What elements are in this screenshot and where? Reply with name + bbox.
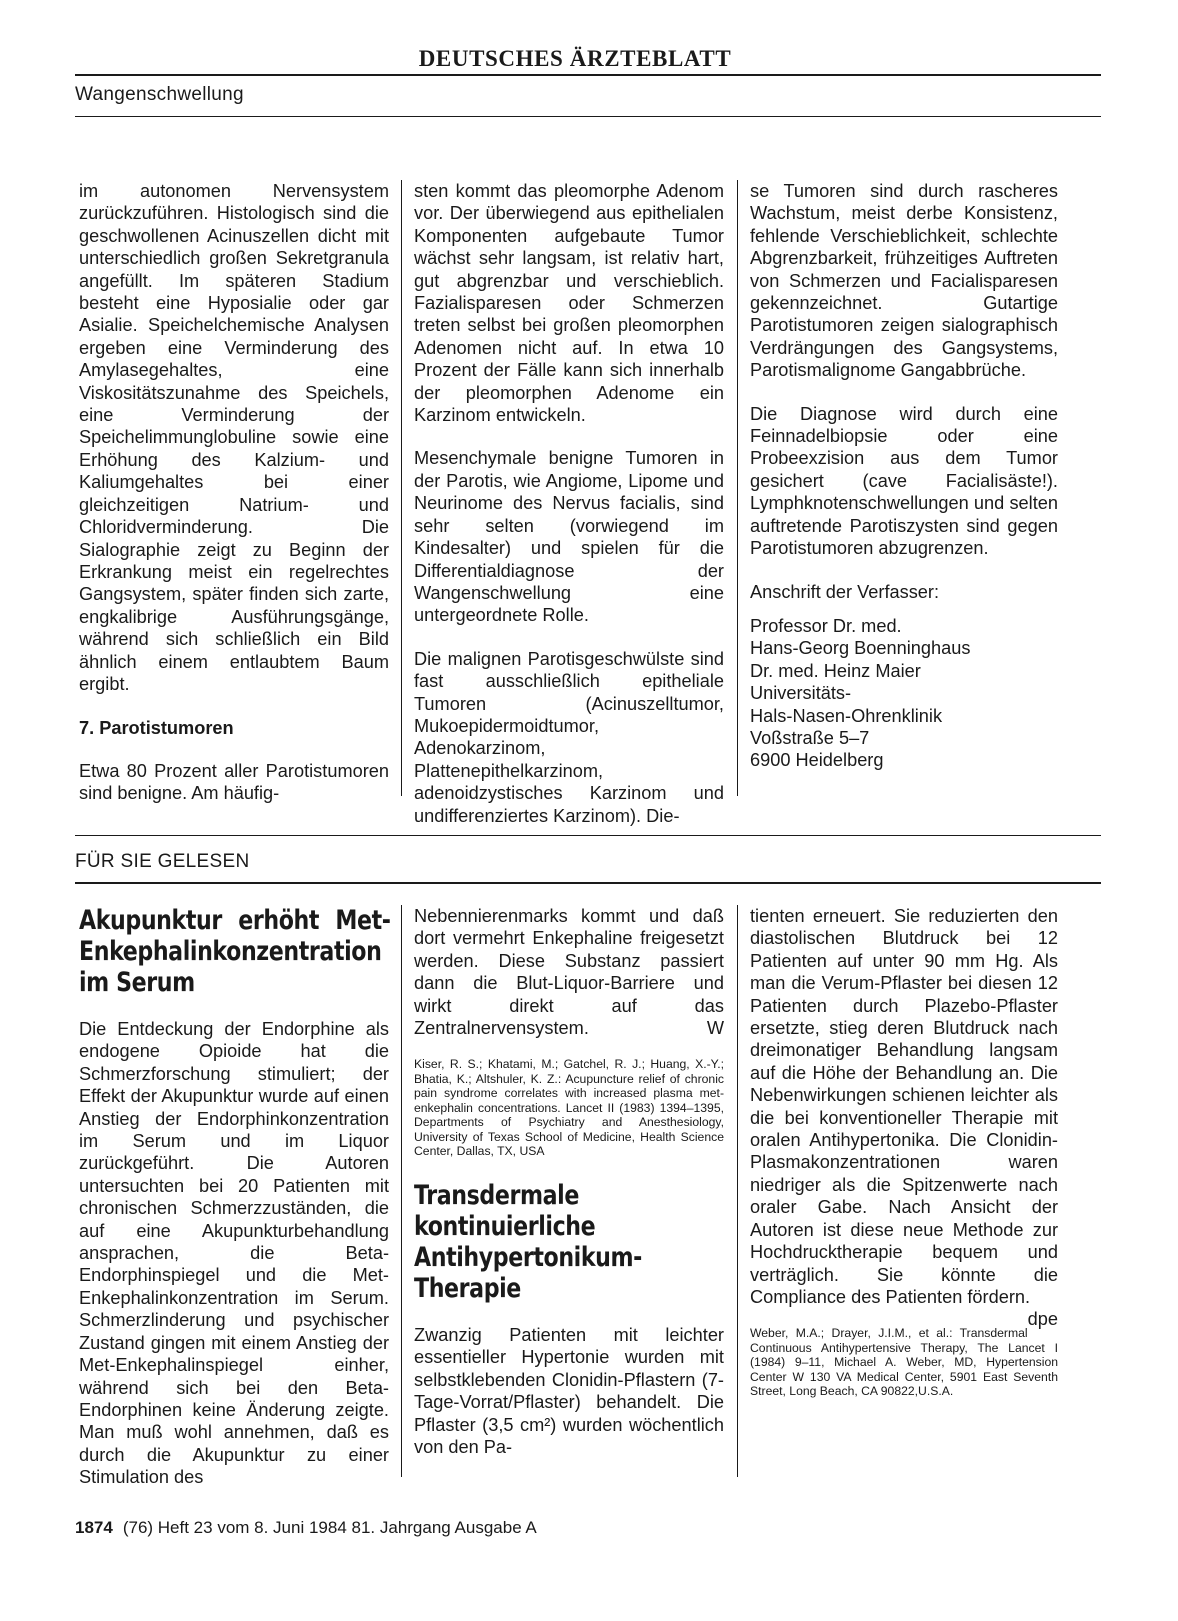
address-label: Anschrift der Verfasser:: [750, 581, 940, 602]
address-line: Hals-Nasen-Ohrenklinik: [750, 705, 943, 726]
masthead: DEUTSCHES ÄRZTEBLATT: [418, 46, 732, 71]
column-divider: [737, 180, 738, 796]
address-line: 6900 Heidelberg: [750, 750, 884, 771]
section-label-top: Wangenschwellung: [75, 84, 244, 105]
article1-col1-paragraph: im autonomen Nervensystem zurückzuführen. Histologisch sind die geschwollenen Acinuszellen dicht mit unterschiedlich großen Sekretgranula angefüllt. Im späteren Stadium besteht eine Hyposialie oder gar Asialie. Speichelchemische Analysen ergeben eine Verminderung des Amylasegehaltes, eine Viskositätszunahme des Speichels, eine Verminderung der Speichelimmunglobuline sowie eine Erhöhung des Kalzium- und Kaliumgehaltes bei einer gleichzeitigen Natrium- und Chloridverminderung. Die Sialographie zeigt zu Beginn der Erkrankung meist ein regelrechtes Gangsystem, später finden sich zarte, engkalibrige Ausführungsgänge, während sich schließlich ein Bild ähnlich einem entlaubtem Baum ergibt.: [79, 181, 389, 694]
article1-column-1: [79, 180, 389, 826]
article3-headline: Transdermale kontinuierliche Antihypertonikum-Therapie: [414, 1179, 642, 1304]
address-block: [750, 615, 1058, 772]
column-divider: [401, 180, 402, 796]
section-label-bottom: FÜR SIE GELESEN: [75, 851, 250, 872]
page-number: 1874: [75, 1518, 113, 1537]
article2-reference: Kiser, R. S.; Khatami, M.; Gatchel, R. J.; Huang, X.-Y.; Bhatia, K.; Altshuler, K. Z.: Acupuncture relief of chronic pain syndrome correlates with increased plasma met-enkephalin concentrations. Lancet II (1983) 1394–1395, Departments of Psychiatry and Anesthesiology, University of Texas School of Medicine, Health Science Center, Dallas, TX, USA: [414, 1057, 724, 1159]
article2-col2-paragraph: [414, 905, 724, 1039]
article2-signature: W: [706, 1018, 724, 1039]
article1-col1-paragraph: Etwa 80 Prozent aller Parotistumoren sind benigne. Am häufig-: [79, 760, 389, 804]
column-divider: [401, 905, 402, 1477]
column-divider: [737, 905, 738, 1477]
article3-column-3: [750, 905, 1058, 1420]
article2-headline: Akupunktur erhöht Met-Enkephalinkonzentration im Serum: [79, 905, 391, 998]
article3-reference: Weber, M.A.; Drayer, J.I.M., et al.: Transdermal Continuous Antihypertensive Therapy, The Lancet I (1984) 9–11, Michael A. Weber, MD, Hypertension Center W 130 VA Medical Center, 5901 East Seventh Street, Long Beach, CA 90822,U.S.A.: [750, 1326, 1058, 1399]
article1-col2-paragraph: sten kommt das pleomorphe Adenom vor. Der überwiegend aus epithelialen Komponenten aufgebaute Tumor wächst sehr langsam, ist relativ hart, gut abgrenzbar und verschieblich. Fazialisparesen oder Schmerzen treten selbst bei großen pleomorphen Adenomen nicht auf. In etwa 10 Prozent der Fälle kann sich innerhalb der pleomorphen Adenome ein Karzinom entwickeln.: [414, 181, 724, 426]
article1-subheading: 7. Parotistumoren: [79, 718, 234, 739]
page-footer: [75, 1518, 537, 1538]
article2-column-1: [79, 905, 389, 1510]
article1-col3-paragraph: se Tumoren sind durch rascheres Wachstum, meist derbe Konsistenz, fehlende Verschieblichkeit, schlechte Abgrenzbarkeit, frühzeitiges Auftreten von Schmerzen und Facialisparesen gekennzeichnet. Gutartige Parotistumoren zeigen sialographisch Verdrängungen des Gangsystems, Parotismalignome Gangabbrüche.: [750, 181, 1058, 381]
section-rule-bottom: [75, 835, 1101, 836]
section-rule-top: [75, 116, 1101, 117]
issue-info: (76) Heft 23 vom 8. Juni 1984 81. Jahrgang Ausgabe A: [122, 1518, 537, 1537]
article1-col2-paragraph: Mesenchymale benigne Tumoren in der Parotis, wie Angiome, Lipome und Neurinome des Nervus facialis, sind sehr selten (vorwiegend im Kindesalter) und spielen für die Differentialdiagnose der Wangenschwellung eine untergeordnete Rolle.: [414, 448, 724, 626]
address-line: Voßstraße 5–7: [750, 727, 870, 748]
article1-col3-paragraph: Die Diagnose wird durch eine Feinnadelbiopsie oder eine Probeexzision aus dem Tumor gesichert (cave Facialisäste!). Lymphknotenschwellungen und selten auftretende Parotiszysten sind gegen Parotistumoren abzugrenzen.: [750, 403, 1058, 559]
masthead-rule: [75, 74, 1101, 76]
article2-col2-text: Nebennierenmarks kommt und daß dort vermehrt Enkephaline freigesetzt werden. Diese Substanz passiert dann die Blut-Liquor-Barriere und wirkt direkt auf das Zentralnervensystem.: [414, 906, 724, 1039]
article3-signature: dpe: [1027, 1309, 1058, 1330]
article3-col2-paragraph: Zwanzig Patienten mit leichter essentieller Hypertonie wurden mit selbstklebenden Clonidin-Pflastern (7-Tage-Vorrat/Pflaster) behandelt. Die Pflaster (3,5 cm²) wurden wöchentlich von den Pa-: [414, 1324, 724, 1457]
address-line: Dr. med. Heinz Maier: [750, 660, 921, 681]
article2-column-2: [414, 905, 724, 1479]
address-line: Hans-Georg Boenninghaus: [750, 638, 971, 659]
article3-col3-text: tienten erneuert. Sie reduzierten den diastolischen Blutdruck bei 12 Patienten auf unter 90 mm Hg. Als man die Verum-Pflaster bei diesen 12 Patienten durch Plazebo-Pflaster ersetzte, stieg deren Blutdruck nach dreimonatiger Behandlung langsam auf die Höhe der Behandlung an. Die Nebenwirkungen schienen leichter als die bei konventioneller Therapie mit oralen Antihypertonika. Die Clonidin-Plasmakonzentrationen waren niedriger als die Spitzenwerte nach oraler Gabe. Nach Ansicht der Autoren ist diese neue Methode zur Hochdrucktherapie bequem und verträglich. Sie könnte die Compliance des Patienten fördern.: [750, 906, 1058, 1307]
article2-col1-paragraph: Die Entdeckung der Endorphine als endogene Opioide hat die Schmerzforschung stimuliert; der Effekt der Akupunktur wurde auf einen Anstieg der Endorphinkonzentration im Serum und im Liquor zurückgeführt. Die Autoren untersuchten bei 20 Patienten mit chronischen Schmerzzuständen, die auf eine Akupunkturbehandlung ansprachen, die Beta-Endorphinspiegel und die Met-Enkephalinkonzentration im Serum. Schmerzlinderung und psychischer Zustand gingen mit einem Anstieg der Met-Enkephalinspiegel einher, während sich bei den Beta-Endorphinen keine Änderung zeigte. Man muß wohl annehmen, daß es durch die Akupunktur zu einer Stimulation des: [79, 1019, 389, 1488]
article1-col2-paragraph: Die malignen Parotisgeschwülste sind fast ausschließlich epitheliale Tumoren (Acinuszelltumor, Mukoepidermoidtumor, Adenokarzinom, Plattenepithelkarzinom, adenoidzystisches Karzinom und undifferenziertes Karzinom). Die-: [414, 648, 724, 826]
address-line: Universitäts-: [750, 683, 852, 704]
address-line: Professor Dr. med.: [750, 615, 902, 636]
section-rule-bottom-2: [75, 882, 1101, 884]
article1-column-3: [750, 180, 1058, 772]
article1-column-2: [414, 180, 724, 848]
article3-col3-paragraph: [750, 905, 1058, 1330]
